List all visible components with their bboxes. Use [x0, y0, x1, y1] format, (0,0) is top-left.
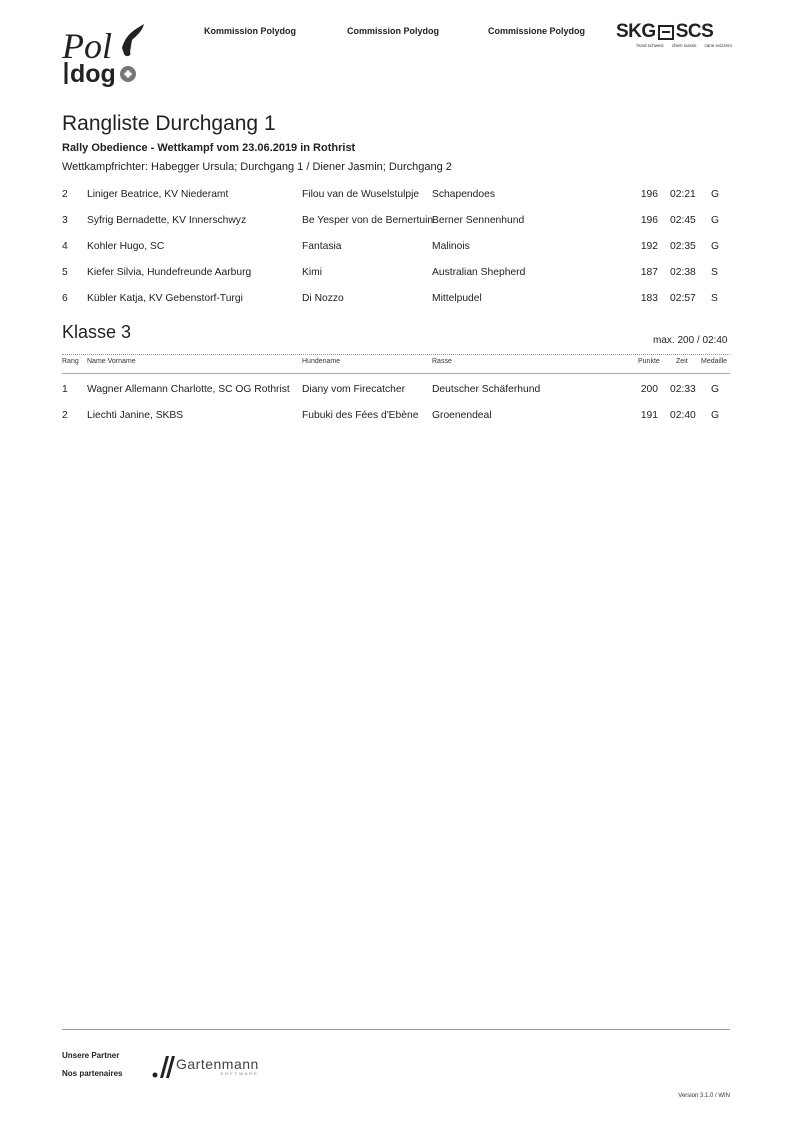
breed-cell: Australian Shepherd — [432, 267, 526, 278]
time-cell: 02:38 — [670, 267, 696, 278]
header-label-de: Kommission Polydog — [204, 26, 297, 36]
breed-cell: Berner Sennenhund — [432, 215, 525, 226]
polydog-logo-graphic — [60, 22, 155, 102]
time-cell: 02:57 — [670, 293, 696, 304]
gartenmann-mark-icon — [152, 1053, 176, 1079]
table-row — [0, 267, 800, 283]
time-cell: 02:33 — [670, 384, 696, 395]
rank-cell: 3 — [62, 215, 68, 226]
col-name: Name Vorname — [87, 358, 136, 365]
header-label-en: Commission Polydog — [347, 26, 440, 36]
rank-cell: 2 — [62, 410, 68, 421]
partner-name: Gartenmann — [176, 1055, 259, 1072]
table-row — [0, 384, 800, 400]
points-cell: 200 — [640, 384, 658, 395]
breed-cell: Malinois — [432, 241, 470, 252]
rank-cell: 1 — [62, 384, 68, 395]
skg-sub-de: hund schweiz — [636, 43, 664, 48]
competition-subtitle: Rally Obedience - Wettkampf vom 23.06.2019 in Rothrist — [62, 142, 356, 154]
partners-label-de: Unsere Partner — [62, 1051, 120, 1060]
medal-cell: G — [711, 410, 720, 421]
time-cell: 02:45 — [670, 215, 696, 226]
col-medal: Medaille — [701, 358, 728, 365]
table-row — [0, 293, 800, 309]
breed-cell: Mittelpudel — [432, 293, 482, 304]
page-title: Rangliste Durchgang 1 — [62, 112, 276, 135]
col-time: Zeit — [676, 358, 688, 365]
table-row — [0, 215, 800, 231]
col-rank: Rang — [62, 358, 79, 365]
medal-cell: G — [711, 189, 720, 200]
name-cell: Liechti Janine, SKBS — [87, 410, 184, 421]
dog-cell: Kimi — [302, 267, 323, 278]
table-row — [0, 189, 800, 205]
dog-cell: Fubuki des Fées d'Ebène — [302, 410, 419, 421]
svg-text:dog: dog — [70, 60, 116, 88]
table-row — [0, 410, 800, 426]
rank-cell: 4 — [62, 241, 68, 252]
name-cell: Liniger Beatrice, KV Niederamt — [87, 189, 229, 200]
points-cell: 191 — [640, 410, 658, 421]
dog-cell: Diany vom Firecatcher — [302, 384, 405, 395]
gartenmann-logo — [152, 1052, 259, 1080]
points-cell: 183 — [640, 293, 658, 304]
time-cell: 02:40 — [670, 410, 696, 421]
divider — [62, 354, 730, 355]
breed-cell: Schapendoes — [432, 189, 495, 200]
version-label: Version 3.1.0 / WIN — [678, 1093, 730, 1099]
skg-sub-fr: chien suisse — [671, 43, 697, 48]
name-cell: Wagner Allemann Charlotte, SC OG Rothrist — [87, 384, 290, 395]
header-label-it: Commissione Polydog — [488, 26, 586, 36]
dog-house-icon — [658, 25, 674, 40]
svg-text:Pol: Pol — [62, 26, 112, 66]
col-points: Punkte — [638, 358, 660, 365]
time-cell: 02:21 — [670, 189, 696, 200]
judges-line: Wettkampfrichter: Habegger Ursula; Durchgang 1 / Diener Jasmin; Durchgang 2 — [62, 161, 452, 173]
scs-text: SCS — [675, 21, 714, 42]
medal-cell: S — [711, 267, 718, 278]
rank-cell: 5 — [62, 267, 68, 278]
class-max: max. 200 / 02:40 — [653, 335, 728, 346]
points-cell: 192 — [640, 241, 658, 252]
medal-cell: G — [711, 241, 720, 252]
name-cell: Kohler Hugo, SC — [87, 241, 165, 252]
points-cell: 187 — [640, 267, 658, 278]
partner-sub: SOFTWARE — [220, 1070, 259, 1076]
dog-cell: Be Yesper von de Bernertuin — [302, 215, 434, 226]
footer-divider — [62, 1029, 730, 1030]
dog-cell: Fantasia — [302, 241, 342, 252]
skg-text: SKG — [616, 21, 656, 42]
rank-cell: 2 — [62, 189, 68, 200]
dog-cell: Filou van de Wuselstulpje — [302, 189, 420, 200]
medal-cell: G — [711, 215, 720, 226]
partners-label-fr: Nos partenaires — [62, 1069, 123, 1078]
dog-cell: Di Nozzo — [302, 293, 344, 304]
class-title: Klasse 3 — [62, 322, 132, 342]
skg-sub-it: cane svizzero — [704, 43, 732, 48]
polydog-logo — [60, 22, 155, 102]
breed-cell: Groenendeal — [432, 410, 492, 421]
table-row — [0, 241, 800, 257]
name-cell: Kiefer Silvia, Hundefreunde Aarburg — [87, 267, 252, 278]
rank-cell: 6 — [62, 293, 68, 304]
skg-logo — [616, 22, 732, 52]
table-header — [0, 358, 800, 370]
points-cell: 196 — [640, 189, 658, 200]
time-cell: 02:35 — [670, 241, 696, 252]
col-dog: Hundename — [302, 358, 341, 365]
name-cell: Syfrig Bernadette, KV Innerschwyz — [87, 215, 247, 226]
name-cell: Kübler Katja, KV Gebenstorf-Turgi — [87, 293, 243, 304]
divider — [62, 373, 730, 374]
breed-cell: Deutscher Schäferhund — [432, 384, 541, 395]
col-breed: Rasse — [432, 358, 452, 365]
medal-cell: S — [711, 293, 718, 304]
points-cell: 196 — [640, 215, 658, 226]
medal-cell: G — [711, 384, 720, 395]
